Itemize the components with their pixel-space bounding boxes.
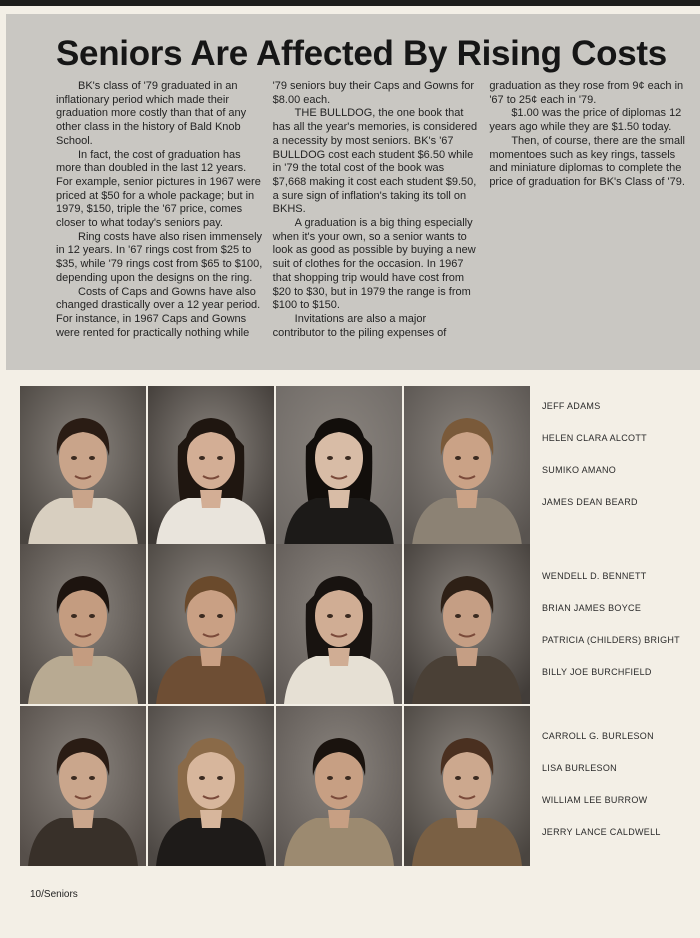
senior-name: WILLIAM LEE BURROW xyxy=(542,795,648,805)
senior-name: CARROLL G. BURLESON xyxy=(542,731,654,741)
senior-portrait xyxy=(148,386,274,546)
senior-name: HELEN CLARA ALCOTT xyxy=(542,433,647,443)
senior-name: WENDELL D. BENNETT xyxy=(542,571,647,581)
senior-portrait xyxy=(276,544,402,704)
senior-portrait xyxy=(20,706,146,866)
senior-portrait xyxy=(148,544,274,704)
senior-portrait xyxy=(148,706,274,866)
article-paragraph: BK's class of '79 graduated in an inflationary period which made their graduation more costly than that of any other class in the history of Bald Knob School. xyxy=(56,80,247,147)
senior-name: BRIAN JAMES BOYCE xyxy=(542,603,642,613)
senior-name: JEFF ADAMS xyxy=(542,401,601,411)
senior-name: BILLY JOE BURCHFIELD xyxy=(542,667,652,677)
senior-name: SUMIKO AMANO xyxy=(542,465,617,475)
article-paragraph: Costs of Caps and Gowns have also changed drastically over a 12 year period. For instance, in 1967 Caps and Gowns were rented for practically nothing while '79 seniors buy their Caps and Gowns for $8.00 each. xyxy=(56,80,475,339)
page-folio: 10/Seniors xyxy=(30,889,78,900)
senior-portrait xyxy=(404,544,530,704)
senior-portrait xyxy=(404,386,530,546)
page-title: Seniors Are Affected By Rising Costs xyxy=(56,34,667,73)
article-paragraph: THE BULLDOG, the one book that has all the year's memories, is considered a necessity by most seniors. BK's '67 BULLDOG cost each student $6.50 while in '79 the total cost of the book was $7,668 making it cost each student $9.50, a sure sign of inflation's taking its toll on BKHS. xyxy=(272,107,478,216)
article-paragraph: $1.00 was the price of diplomas 12 years ago while they are $1.50 today. xyxy=(489,107,682,134)
senior-portrait xyxy=(20,386,146,546)
article-paragraph: Ring costs have also risen immensely in 12 years. In '67 rings cost from $25 to $35, while '79 rings cost from $65 to $100, depending upon the designs on the ring. xyxy=(56,230,263,284)
senior-portrait xyxy=(404,706,530,866)
yearbook-page xyxy=(0,6,700,938)
senior-portrait xyxy=(276,386,402,546)
article-paragraph: In fact, the cost of graduation has more than doubled in the last 12 years. For example, senior pictures in 1967 were priced at $50 for a whole package; but in 1979, $150, triple the '67 price, comes closer to what today's seniors pay. xyxy=(56,148,261,230)
article-paragraph: Then, of course, there are the small momentoes such as key rings, tassels and miniature diplomas to complete the price of graduation for BK's Class of '79. xyxy=(489,134,685,188)
article-body xyxy=(56,80,696,342)
senior-name: PATRICIA (CHILDERS) BRIGHT xyxy=(542,635,680,645)
senior-portrait-grid xyxy=(20,382,534,866)
senior-portrait xyxy=(276,706,402,866)
article-paragraph: A graduation is a big thing especially when it's your own, so a senior wants to look as good as possible by buying a new suit of clothes for the occasion. In 1967 that shopping trip would have cost from $20 to $30, but in 1979 the range is from $100 to $150. xyxy=(272,217,476,312)
senior-name: JERRY LANCE CALDWELL xyxy=(542,827,661,837)
article-paragraph: Invitations are also a major contributor to the piling expenses of graduation as they rose from 9¢ each in '67 to 25¢ each in '79. xyxy=(272,80,684,339)
senior-name: LISA BURLESON xyxy=(542,763,617,773)
senior-portrait xyxy=(20,544,146,704)
senior-name: JAMES DEAN BEARD xyxy=(542,497,638,507)
